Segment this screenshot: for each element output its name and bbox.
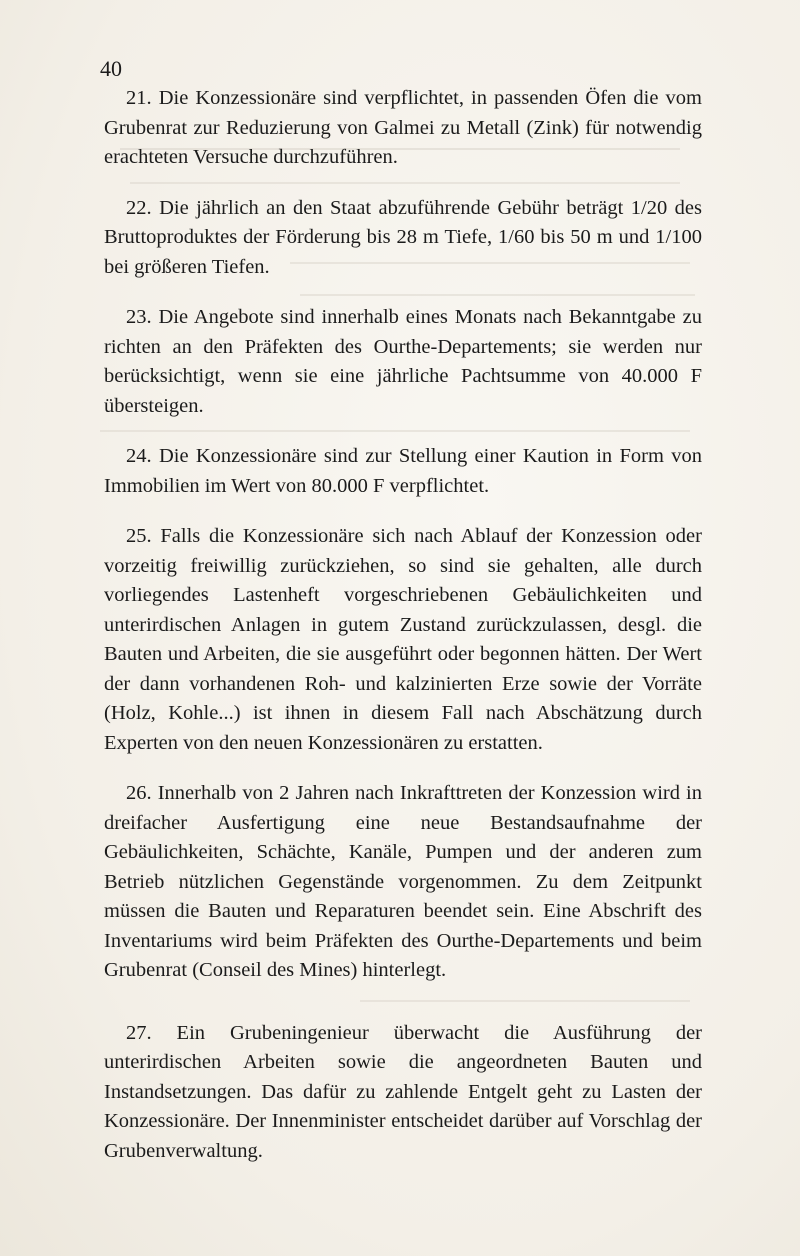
body-text xyxy=(104,84,702,1166)
paragraph-22: 22. Die jährlich an den Staat abzuführende Gebühr beträgt 1/20 des Bruttoproduktes der Förderung bis 28 m Tiefe, 1/60 bis 50 m und 1/100 bei größeren Tiefen. xyxy=(104,196,702,278)
paragraph-25: 25. Falls die Konzessionäre sich nach Ablauf der Konzession oder vorzeitig freiwillig zurückziehen, so sind sie gehalten, alle durch vorliegendes Lastenheft vorgeschriebenen Gebäulichkeiten und unterirdischen Anlagen in gutem Zustand zurückzulassen, desgl. die Bauten und Arbeiten, die sie ausgeführt oder begonnen hätten. Der Wert der dann vorhandenen Roh- und kalzinierten Erze sowie der Vorräte (Holz, Kohle...) ist ihnen in diesem Fall nach Abschätzung durch Experten von den neuen Konzessionären zu erstatten. xyxy=(104,525,702,754)
paragraph-26: 26. Innerhalb von 2 Jahren nach Inkrafttreten der Konzession wird in dreifacher Ausfertigung eine neue Bestandsaufnahme der Gebäulichkeiten, Schächte, Kanäle, Pumpen und der anderen zum Betrieb nützlichen Gegenstände vorgenommen. Zu dem Zeitpunkt müssen die Bauten und Reparaturen beendet sein. Eine Abschrift des Inventariums wird beim Präfekten des Ourthe-Departements und beim Grubenrat (Conseil des Mines) hinterlegt. xyxy=(104,782,702,981)
paragraph-23: 23. Die Angebote sind innerhalb eines Monats nach Bekanntgabe zu richten an den Präfekten des Ourthe-Departements; sie werden nur berücksichtigt, wenn sie eine jährliche Pachtsumme von 40.000 F übersteigen. xyxy=(104,306,702,417)
paragraph-24: 24. Die Konzessionäre sind zur Stellung einer Kaution in Form von Immobilien im Wert von 80.000 F verpflichtet. xyxy=(104,445,702,497)
paragraph-21: 21. Die Konzessionäre sind verpflichtet, in passenden Öfen die vom Grubenrat zur Reduzierung von Galmei zu Metall (Zink) für notwendig erachteten Versuche durchzuführen. xyxy=(104,87,702,168)
paragraph-27: 27. Ein Grubeningenieur überwacht die Ausführung der unterirdischen Arbeiten sowie die angeordneten Bauten und Instandsetzungen. Das dafür zu zahlende Entgelt geht zu Lasten der Konzessionäre. Der Innenminister entscheidet darüber auf Vorschlag der Grubenverwaltung. xyxy=(104,1021,702,1162)
page-number: 40 xyxy=(100,56,122,81)
